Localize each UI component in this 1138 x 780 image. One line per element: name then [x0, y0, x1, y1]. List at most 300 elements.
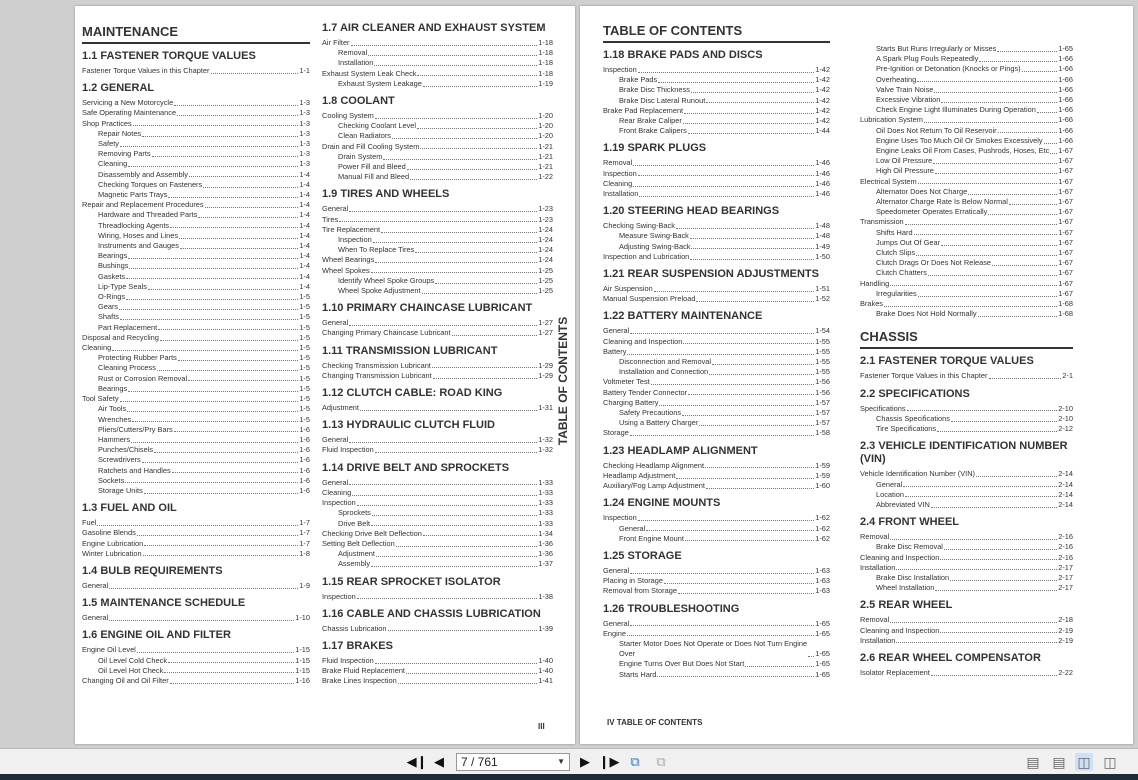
toc-entry-title: Storage Units	[98, 485, 143, 495]
toc-entry[interactable]	[322, 519, 553, 529]
toc-entry-page: 1-6	[299, 445, 310, 455]
toc-entry[interactable]	[82, 645, 310, 655]
toc-entry[interactable]	[82, 159, 310, 169]
toc-entry[interactable]	[322, 48, 553, 58]
dot-leader	[142, 462, 299, 463]
toc-entry[interactable]	[322, 549, 553, 559]
toc-entry[interactable]	[82, 149, 310, 159]
previous-page-button[interactable]	[432, 753, 446, 771]
toc-entry[interactable]	[322, 255, 553, 265]
toc-entry[interactable]	[603, 357, 830, 367]
section-heading[interactable]: 2.3 VEHICLE IDENTIFICATION NUMBER (VIN)	[860, 440, 1068, 466]
toc-entry[interactable]	[603, 461, 830, 471]
toc-entry[interactable]	[860, 583, 1073, 593]
dot-leader	[630, 625, 814, 626]
toc-entry[interactable]	[82, 374, 310, 384]
toc-entry[interactable]	[322, 529, 553, 539]
toc-entry[interactable]	[322, 445, 553, 455]
toc-entry[interactable]	[860, 469, 1073, 479]
toc-entry[interactable]	[82, 666, 310, 676]
toc-entry[interactable]	[603, 252, 830, 262]
toc-entry[interactable]	[860, 268, 1073, 278]
toc-entry[interactable]	[82, 200, 310, 210]
toc-entry[interactable]	[603, 367, 830, 377]
toc-entry[interactable]	[82, 676, 310, 686]
toc-entry-title: Alternator Charge Rate Is Below Normal	[876, 197, 1008, 207]
toc-entry[interactable]	[860, 95, 1073, 105]
section-heading[interactable]: 1.24 ENGINE MOUNTS	[603, 497, 721, 510]
section-heading[interactable]: 1.10 PRIMARY CHAINCASE LUBRICANT	[322, 302, 533, 315]
toc-entry-page: 1-5	[299, 383, 310, 393]
toc-entry[interactable]	[860, 115, 1073, 125]
toc-entry[interactable]	[603, 85, 830, 95]
dot-leader	[128, 391, 298, 392]
toc-entry[interactable]	[322, 435, 553, 445]
section-heading[interactable]: 1.8 COOLANT	[322, 95, 395, 108]
toc-entry[interactable]	[603, 169, 830, 179]
dot-leader	[375, 452, 537, 453]
toc-entry[interactable]	[82, 292, 310, 302]
toc-entry[interactable]	[82, 241, 310, 251]
toc-entry[interactable]	[860, 258, 1073, 268]
toc-entry[interactable]	[82, 272, 310, 282]
toc-entry[interactable]	[860, 105, 1073, 115]
toc-entry[interactable]	[603, 242, 830, 252]
dot-leader	[198, 217, 298, 218]
section-heading[interactable]: 1.15 REAR SPROCKET ISOLATOR	[322, 575, 501, 588]
toc-entry[interactable]	[82, 539, 310, 549]
toc-entry[interactable]	[322, 38, 553, 48]
toc-entry[interactable]	[860, 615, 1073, 625]
dot-leader	[808, 656, 814, 657]
section-heading[interactable]: 1.25 STORAGE	[603, 549, 682, 562]
toc-entry[interactable]	[322, 592, 553, 602]
dot-leader	[630, 435, 814, 436]
toc-entry[interactable]	[860, 636, 1073, 646]
toc-entry[interactable]	[82, 139, 310, 149]
toc-entry[interactable]	[322, 559, 553, 569]
toc-entry[interactable]	[322, 478, 553, 488]
section-heading[interactable]: 2.5 REAR WHEEL	[860, 599, 953, 612]
toc-entry[interactable]	[603, 284, 830, 294]
toc-entry[interactable]	[322, 403, 553, 413]
dot-leader	[924, 122, 1057, 123]
next-page-button[interactable]	[578, 753, 592, 771]
toc-entry[interactable]	[322, 131, 553, 141]
toc-entry[interactable]	[603, 428, 830, 438]
toc-entry[interactable]	[860, 480, 1073, 490]
toc-entry[interactable]	[860, 146, 1073, 156]
toc-entry[interactable]	[603, 524, 830, 534]
toc-entry[interactable]	[82, 363, 310, 373]
toc-entry[interactable]	[322, 121, 553, 131]
toc-entry[interactable]	[860, 187, 1073, 197]
toc-entry[interactable]	[82, 251, 310, 261]
toc-entry[interactable]	[322, 328, 553, 338]
toc-entry[interactable]	[860, 414, 1073, 424]
toc-entry-title: Cleaning and Inspection	[860, 625, 940, 635]
section-heading[interactable]: 2.6 REAR WHEEL COMPENSATOR	[860, 651, 1041, 664]
toc-entry-page: 1-6	[299, 475, 310, 485]
toc-entry[interactable]	[82, 170, 310, 180]
toc-entry[interactable]	[860, 228, 1073, 238]
section-heading[interactable]: 1.4 BULB REQUIREMENTS	[82, 564, 223, 577]
dot-leader	[890, 622, 1057, 623]
toc-entry-title: Inspection	[322, 591, 356, 601]
dot-leader	[381, 232, 537, 233]
section-heading[interactable]: 1.23 HEADLAMP ALIGNMENT	[603, 444, 758, 457]
dot-leader	[423, 86, 537, 87]
toc-entry-title: Handling	[860, 278, 890, 288]
toc-entry[interactable]	[603, 586, 830, 596]
toc-entry[interactable]	[860, 44, 1073, 54]
toc-entry[interactable]	[82, 445, 310, 455]
toc-entry[interactable]	[82, 180, 310, 190]
toc-entry[interactable]	[603, 189, 830, 199]
toc-entry[interactable]	[603, 347, 830, 357]
toc-entry[interactable]	[82, 394, 310, 404]
toc-entry[interactable]	[860, 668, 1073, 678]
toc-entry-title: Removal	[603, 158, 633, 168]
toc-entry[interactable]	[603, 398, 830, 408]
section-heading[interactable]: 1.21 REAR SUSPENSION ADJUSTMENTS	[603, 268, 819, 281]
toc-entry-page: 2-1	[1062, 371, 1073, 381]
toc-entry[interactable]	[860, 424, 1073, 434]
toc-entry[interactable]	[860, 563, 1073, 573]
toc-entry-title: Measure Swing-Back	[619, 231, 689, 241]
toc-entry-page: 1-7	[299, 528, 310, 538]
section-heading[interactable]: 1.5 MAINTENANCE SCHEDULE	[82, 597, 246, 610]
first-page-button[interactable]	[408, 753, 426, 771]
toc-entry-title: Disassembly and Assembly	[98, 169, 188, 179]
toc-entry[interactable]	[322, 204, 553, 214]
toc-entry[interactable]	[860, 75, 1073, 85]
go-back-view-button[interactable]	[626, 753, 644, 771]
section-heading[interactable]: 2.4 FRONT WHEEL	[860, 516, 960, 529]
toc-entry[interactable]	[603, 65, 830, 75]
toc-entry[interactable]	[322, 266, 553, 276]
toc-entry[interactable]	[603, 158, 830, 168]
toc-entry[interactable]	[82, 261, 310, 271]
toc-entry[interactable]	[603, 96, 830, 106]
toc-entry[interactable]	[603, 231, 830, 241]
dot-leader	[211, 73, 299, 74]
section-heading[interactable]: 1.22 BATTERY MAINTENANCE	[603, 310, 763, 323]
toc-entry[interactable]	[82, 581, 310, 591]
toc-entry[interactable]	[603, 619, 830, 629]
section-heading[interactable]: 1.7 AIR CLEANER AND EXHAUST SYSTEM	[322, 22, 546, 34]
section-heading[interactable]: 1.11 TRANSMISSION LUBRICANT	[322, 344, 498, 357]
dot-leader	[371, 525, 537, 526]
toc-entry[interactable]	[322, 235, 553, 245]
toc-entry[interactable]	[82, 476, 310, 486]
toc-entry[interactable]	[82, 435, 310, 445]
toc-entry[interactable]	[603, 179, 830, 189]
toc-entry-title: Checking Coolant Level	[338, 121, 417, 131]
toc-entry[interactable]	[82, 210, 310, 220]
toc-entry[interactable]	[860, 177, 1073, 187]
toc-entry[interactable]	[322, 172, 553, 182]
toc-entry[interactable]	[82, 425, 310, 435]
toc-entry[interactable]	[82, 343, 310, 353]
toc-entry[interactable]	[603, 294, 830, 304]
toc-entry-title: General	[322, 477, 349, 487]
toc-entry-title: Inspection	[603, 65, 637, 74]
toc-entry[interactable]	[82, 528, 310, 538]
toc-entry[interactable]	[82, 129, 310, 139]
last-page-button[interactable]	[600, 753, 618, 771]
toc-entry[interactable]	[603, 566, 830, 576]
toc-entry-title: Oil Level Cold Check	[98, 655, 168, 665]
toc-entry[interactable]	[860, 371, 1073, 381]
toc-entry[interactable]	[860, 217, 1073, 227]
toc-entry-page: 1-5	[299, 332, 310, 342]
single-page-view-button[interactable]	[1024, 753, 1042, 771]
toc-entry[interactable]	[82, 190, 310, 200]
toc-entry[interactable]	[603, 326, 830, 336]
section-heading[interactable]: 2.1 FASTENER TORQUE VALUES	[860, 355, 1034, 368]
toc-entry[interactable]	[860, 85, 1073, 95]
toc-entry-title: General	[82, 613, 109, 623]
toc-entry[interactable]	[860, 166, 1073, 176]
toc-entry-page: 1-4	[299, 281, 310, 291]
toc-entry[interactable]	[860, 64, 1073, 74]
toc-entry[interactable]	[322, 111, 553, 121]
toc-entry-page: 2-14	[1058, 489, 1073, 499]
section-heading[interactable]: 1.13 HYDRAULIC CLUTCH FLUID	[322, 419, 495, 432]
toc-entry[interactable]	[322, 488, 553, 498]
toc-entry[interactable]	[82, 353, 310, 363]
dot-leader	[639, 196, 814, 197]
toc-entry-title: Checking Drive Belt Deflection	[322, 528, 422, 538]
section-heading[interactable]: 1.1 FASTENER TORQUE VALUES	[82, 50, 256, 62]
toc-entry-title: Cleaning and Inspection	[603, 336, 683, 346]
toc-entry[interactable]	[603, 337, 830, 347]
toc-entry-title: Cooling System	[322, 111, 374, 121]
toc-entry-title: A Spark Plug Fouls Repeatedly	[876, 54, 979, 64]
toc-entry[interactable]	[603, 418, 830, 428]
toc-entry[interactable]	[860, 299, 1073, 309]
toc-entry[interactable]	[322, 79, 553, 89]
toc-entry[interactable]	[82, 549, 310, 559]
toc-entry[interactable]	[603, 106, 830, 116]
toc-entry-page: 1-18	[538, 38, 553, 47]
toc-entry[interactable]	[860, 238, 1073, 248]
toc-entry[interactable]	[603, 75, 830, 85]
toc-entry[interactable]	[322, 152, 553, 162]
toc-entry[interactable]	[322, 286, 553, 296]
toc-entry[interactable]	[322, 58, 553, 68]
toc-entry-title: Transmission	[860, 217, 904, 227]
section-heading[interactable]: 1.12 CLUTCH CABLE: ROAD KING	[322, 387, 503, 400]
toc-entry[interactable]	[82, 312, 310, 322]
toc-entry-page: 1-4	[299, 251, 310, 261]
toc-entry[interactable]	[82, 486, 310, 496]
toc-entry-title: Inspection and Lubrication	[603, 251, 690, 261]
section-heading[interactable]: 1.17 BRAKES	[322, 639, 393, 652]
toc-entry[interactable]	[82, 415, 310, 425]
toc-entry[interactable]	[860, 156, 1073, 166]
toc-entry[interactable]	[82, 518, 310, 528]
dot-leader	[706, 488, 814, 489]
toc-entry[interactable]	[322, 676, 553, 686]
toc-entry[interactable]	[603, 659, 830, 669]
toc-entry-title: Bushings	[98, 261, 129, 271]
toc-entry[interactable]	[322, 361, 553, 371]
toc-entry[interactable]	[603, 408, 830, 418]
section-heading[interactable]: 1.18 BRAKE PADS AND DISCS	[603, 49, 763, 61]
toc-entry[interactable]	[860, 289, 1073, 299]
toc-entry-title: Clutch Chatters	[876, 268, 927, 278]
section-heading[interactable]: 1.20 STEERING HEAD BEARINGS	[603, 205, 780, 218]
toc-entry-page: 1-9	[299, 580, 310, 590]
continuous-facing-view-button[interactable]	[1101, 753, 1119, 771]
toc-entry[interactable]	[82, 333, 310, 343]
toc-entry[interactable]	[603, 221, 830, 231]
toc-entry[interactable]	[82, 221, 310, 231]
section-heading[interactable]: 1.16 CABLE AND CHASSIS LUBRICATION	[322, 607, 541, 620]
toc-entry[interactable]	[322, 508, 553, 518]
go-forward-view-button[interactable]	[652, 753, 670, 771]
toc-entry[interactable]	[860, 500, 1073, 510]
toc-entry[interactable]	[603, 534, 830, 544]
toc-entry[interactable]	[322, 539, 553, 549]
dot-leader	[339, 221, 537, 222]
toc-entry[interactable]	[603, 576, 830, 586]
continuous-view-button[interactable]	[1050, 753, 1068, 771]
toc-entry-title: Rust or Corrosion Removal	[98, 373, 188, 383]
toc-entry-title: Isolator Replacement	[860, 667, 930, 677]
toc-entry[interactable]	[82, 231, 310, 241]
toc-entry[interactable]	[322, 245, 553, 255]
dot-leader	[352, 495, 537, 496]
toc-entry[interactable]	[322, 69, 553, 79]
dot-leader	[168, 662, 294, 663]
toc-entry[interactable]	[603, 377, 830, 387]
toc-entry-title: Hardware and Threaded Parts	[98, 210, 198, 220]
section-heading[interactable]: 1.26 TROUBLESHOOTING	[603, 602, 740, 615]
toc-entry-page: 1-41	[538, 676, 553, 686]
section-heading[interactable]: 2.2 SPECIFICATIONS	[860, 387, 970, 400]
toc-entry-title: Part Replacement	[98, 322, 158, 332]
toc-entry[interactable]	[603, 513, 830, 523]
toc-entry[interactable]	[603, 481, 830, 491]
toc-entry-title: Repair Notes	[98, 128, 142, 138]
toc-entry[interactable]	[603, 670, 830, 680]
toc-entry-page: 1-62	[815, 533, 830, 543]
toc-entry[interactable]	[860, 207, 1073, 217]
toc-entry[interactable]	[82, 323, 310, 333]
toc-entry-title: Wheel Bearings	[322, 255, 375, 265]
toc-entry[interactable]	[860, 126, 1073, 136]
toc-entry[interactable]	[860, 573, 1073, 583]
toc-entry[interactable]	[860, 532, 1073, 542]
toc-entry[interactable]	[603, 629, 830, 639]
section-heading[interactable]: 1.14 DRIVE BELT AND SPROCKETS	[322, 461, 510, 474]
section-heading[interactable]: 1.19 SPARK PLUGS	[603, 142, 707, 155]
toc-entry[interactable]	[82, 656, 310, 666]
dot-leader	[931, 675, 1057, 676]
toc-entry[interactable]	[82, 108, 310, 118]
toc-entry[interactable]	[82, 613, 310, 623]
toc-entry[interactable]	[322, 276, 553, 286]
toc-entry[interactable]	[322, 162, 553, 172]
toc-entry[interactable]	[603, 639, 830, 659]
toc-entry[interactable]	[603, 126, 830, 136]
toc-entry[interactable]	[322, 498, 553, 508]
toc-entry[interactable]	[82, 66, 310, 76]
toc-entry[interactable]	[82, 404, 310, 414]
dot-leader	[371, 566, 537, 567]
toc-entry-title: Tires	[322, 214, 339, 224]
toc-entry-page: 1-5	[299, 363, 310, 373]
toc-entry[interactable]	[322, 225, 553, 235]
toc-entry[interactable]	[322, 371, 553, 381]
dot-leader	[976, 476, 1057, 477]
toc-entry[interactable]	[860, 136, 1073, 146]
toc-entry-page: 1-67	[1058, 237, 1073, 247]
toc-entry-title: High Oil Pressure	[876, 166, 934, 176]
toc-entry-title: Voltmeter Test	[603, 377, 650, 387]
section-heading[interactable]: 1.9 TIRES AND WHEELS	[322, 188, 450, 201]
toc-entry[interactable]	[860, 279, 1073, 289]
toc-entry-title: Starts But Runs Irregularly or Misses	[876, 44, 997, 53]
toc-entry[interactable]	[322, 318, 553, 328]
single-page-icon: ▤	[1026, 753, 1040, 770]
toc-entry[interactable]	[860, 490, 1073, 500]
toc-entry[interactable]	[82, 119, 310, 129]
toc-entry[interactable]	[322, 666, 553, 676]
toc-entry[interactable]	[860, 309, 1073, 319]
section-heading[interactable]: 1.2 GENERAL	[82, 82, 155, 95]
toc-entry[interactable]	[603, 388, 830, 398]
toc-entry[interactable]	[82, 282, 310, 292]
toc-entry[interactable]	[322, 215, 553, 225]
toc-entry-page: 1-4	[299, 261, 310, 271]
toc-entry[interactable]	[82, 302, 310, 312]
toc-entry-title: General	[603, 618, 630, 628]
toc-entry-title: Changing Oil and Oil Filter	[82, 675, 169, 685]
facing-view-button[interactable]	[1075, 753, 1093, 771]
toc-entry[interactable]	[860, 197, 1073, 207]
toc-entry[interactable]	[860, 248, 1073, 258]
toc-entry[interactable]	[322, 142, 553, 152]
toc-entry[interactable]	[603, 116, 830, 126]
toc-entry[interactable]	[82, 98, 310, 108]
section-heading[interactable]: 1.6 ENGINE OIL AND FILTER	[82, 629, 231, 642]
toc-entry-title: Jumps Out Of Gear	[876, 237, 941, 247]
toc-entry[interactable]	[860, 626, 1073, 636]
dropdown-arrow-icon[interactable]: ▼	[557, 757, 565, 766]
toc-entry[interactable]	[82, 455, 310, 465]
dot-leader	[172, 472, 299, 473]
page-number-input[interactable]	[456, 753, 570, 771]
toc-entry[interactable]	[603, 471, 830, 481]
dot-leader	[415, 252, 537, 253]
toc-entry[interactable]	[322, 656, 553, 666]
toc-entry[interactable]	[82, 384, 310, 394]
section-heading[interactable]: 1.3 FUEL AND OIL	[82, 502, 177, 515]
toc-entry[interactable]	[322, 624, 553, 634]
toc-entry[interactable]	[860, 404, 1073, 414]
toc-entry[interactable]	[860, 54, 1073, 64]
toc-entry[interactable]	[860, 553, 1073, 563]
toc-entry[interactable]	[82, 466, 310, 476]
dot-leader	[918, 296, 1058, 297]
toc-entry-page: 1-6	[299, 465, 310, 475]
toc-entry[interactable]	[860, 542, 1073, 552]
toc-entry-title: Brakes	[860, 299, 884, 309]
